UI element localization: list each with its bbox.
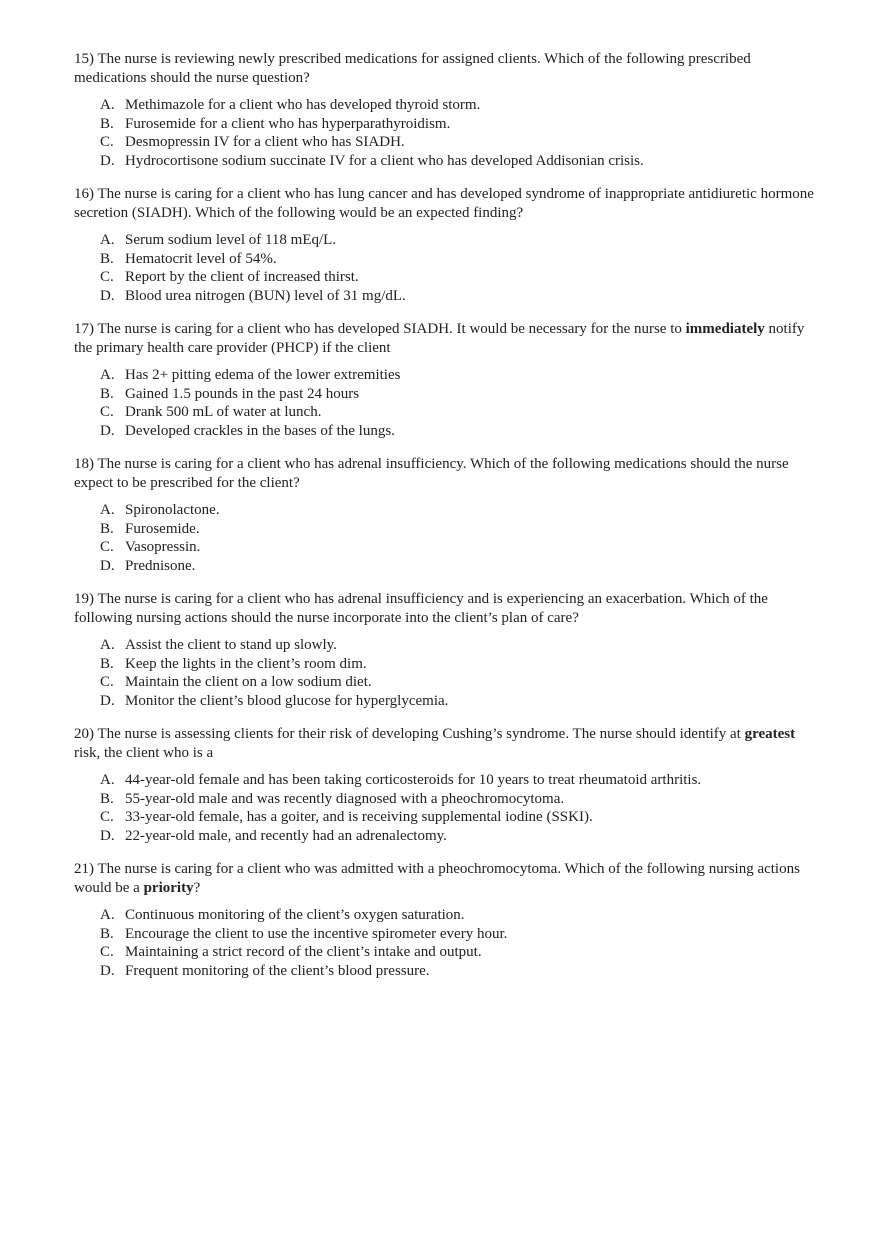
option-letter: D. bbox=[100, 827, 115, 844]
option-text: 33-year-old female, has a goiter, and is receiving supplemental iodine (SSKI). bbox=[125, 809, 593, 825]
option-a bbox=[74, 231, 824, 250]
option-text: Hydrocortisone sodium succinate IV for a client who has developed Addisonian crisis. bbox=[125, 152, 644, 169]
option-c bbox=[74, 268, 824, 287]
option-letter: B. bbox=[100, 250, 114, 267]
question-stem: 18) The nurse is caring for a client who has adrenal insufficiency. Which of the following medications should the nurse expect to be prescribed for the client? bbox=[74, 456, 789, 491]
answer-options bbox=[74, 501, 824, 575]
option-b bbox=[74, 790, 824, 809]
option-d bbox=[74, 152, 824, 171]
option-b bbox=[74, 115, 824, 134]
option-text: Drank 500 mL of water at lunch. bbox=[125, 404, 322, 420]
option-text: Report by the client of increased thirst. bbox=[125, 269, 359, 285]
question-stem: 15) The nurse is reviewing newly prescribed medications for assigned clients. Which of the following prescribed medications should the nurse question? bbox=[74, 51, 751, 86]
option-a bbox=[74, 96, 824, 115]
option-c bbox=[74, 403, 824, 422]
option-d bbox=[74, 692, 824, 711]
option-text: Furosemide. bbox=[125, 520, 200, 537]
answer-options bbox=[74, 906, 824, 980]
option-text: Frequent monitoring of the client’s blood pressure. bbox=[125, 962, 430, 979]
option-c bbox=[74, 808, 824, 827]
option-a bbox=[74, 771, 824, 790]
option-letter: B. bbox=[100, 925, 114, 942]
option-letter: B. bbox=[100, 520, 114, 537]
option-text: Maintain the client on a low sodium diet. bbox=[125, 674, 372, 690]
option-text: Desmopressin IV for a client who has SIADH. bbox=[125, 134, 405, 150]
option-text: Has 2+ pitting edema of the lower extremities bbox=[125, 367, 401, 383]
option-letter: D. bbox=[100, 962, 115, 979]
option-text: Keep the lights in the client’s room dim. bbox=[125, 655, 367, 672]
option-letter: C. bbox=[100, 809, 114, 825]
option-letter: D. bbox=[100, 557, 115, 574]
option-text: Methimazole for a client who has developed thyroid storm. bbox=[125, 97, 481, 113]
option-letter: C. bbox=[100, 539, 114, 555]
option-letter: A. bbox=[100, 907, 115, 923]
option-letter: A. bbox=[100, 502, 115, 518]
answer-options bbox=[74, 231, 824, 305]
option-a bbox=[74, 906, 824, 925]
option-c bbox=[74, 673, 824, 692]
option-d bbox=[74, 962, 824, 981]
option-b bbox=[74, 655, 824, 674]
option-text: Hematocrit level of 54%. bbox=[125, 250, 277, 267]
answer-options bbox=[74, 366, 824, 440]
option-c bbox=[74, 133, 824, 152]
option-text: Spironolactone. bbox=[125, 502, 220, 518]
option-letter: B. bbox=[100, 115, 114, 132]
option-c bbox=[74, 943, 824, 962]
option-letter: A. bbox=[100, 232, 115, 248]
option-text: Blood urea nitrogen (BUN) level of 31 mg/dL. bbox=[125, 287, 406, 304]
option-text: Encourage the client to use the incentive spirometer every hour. bbox=[125, 925, 508, 942]
option-a bbox=[74, 636, 824, 655]
option-b bbox=[74, 385, 824, 404]
option-text: Maintaining a strict record of the client’s intake and output. bbox=[125, 944, 482, 960]
question-stem: 20) The nurse is assessing clients for their risk of developing Cushing’s syndrome. The nurse should identify at greatest risk, the client who is a bbox=[74, 726, 796, 761]
question-stem: 21) The nurse is caring for a client who was admitted with a pheochromocytoma. Which of the following nursing actions would be a priority? bbox=[74, 861, 800, 896]
option-letter: B. bbox=[100, 385, 114, 402]
option-a bbox=[74, 366, 824, 385]
option-letter: A. bbox=[100, 772, 115, 788]
question-stem: 16) The nurse is caring for a client who has lung cancer and has developed syndrome of inappropriate antidiuretic hormone secretion (SIADH). Which of the following would be an expected finding? bbox=[74, 186, 814, 221]
option-text: Assist the client to stand up slowly. bbox=[125, 637, 337, 653]
question-20 bbox=[74, 725, 824, 845]
option-letter: C. bbox=[100, 944, 114, 960]
question-16 bbox=[74, 185, 824, 305]
option-b bbox=[74, 520, 824, 539]
option-text: Vasopressin. bbox=[125, 539, 201, 555]
option-b bbox=[74, 250, 824, 269]
option-letter: C. bbox=[100, 134, 114, 150]
option-letter: A. bbox=[100, 367, 115, 383]
option-text: Gained 1.5 pounds in the past 24 hours bbox=[125, 385, 360, 402]
option-letter: D. bbox=[100, 422, 115, 439]
option-text: 22-year-old male, and recently had an adrenalectomy. bbox=[125, 827, 447, 844]
option-letter: B. bbox=[100, 655, 114, 672]
option-letter: B. bbox=[100, 790, 114, 807]
option-letter: D. bbox=[100, 152, 115, 169]
option-text: Developed crackles in the bases of the lungs. bbox=[125, 422, 395, 439]
document-page bbox=[74, 50, 824, 995]
emphasis: immediately bbox=[685, 321, 765, 337]
answer-options bbox=[74, 636, 824, 710]
emphasis: greatest bbox=[744, 726, 796, 742]
option-d bbox=[74, 827, 824, 846]
question-stem: 19) The nurse is caring for a client who has adrenal insufficiency and is experiencing an exacerbation. Which of the following nursing actions should the nurse incorporate into the client’s plan of care? bbox=[74, 591, 768, 626]
question-17 bbox=[74, 320, 824, 440]
option-text: 55-year-old male and was recently diagnosed with a pheochromocytoma. bbox=[125, 790, 565, 807]
option-b bbox=[74, 925, 824, 944]
option-d bbox=[74, 422, 824, 441]
question-21 bbox=[74, 860, 824, 980]
option-text: Continuous monitoring of the client’s oxygen saturation. bbox=[125, 907, 465, 923]
answer-options bbox=[74, 771, 824, 845]
question-stem: 17) The nurse is caring for a client who has developed SIADH. It would be necessary for the nurse to immediately notify the primary health care provider (PHCP) if the client bbox=[74, 321, 805, 356]
answer-options bbox=[74, 96, 824, 170]
question-19 bbox=[74, 590, 824, 710]
option-letter: C. bbox=[100, 674, 114, 690]
option-text: Prednisone. bbox=[125, 557, 196, 574]
option-text: Furosemide for a client who has hyperparathyroidism. bbox=[125, 115, 451, 132]
option-a bbox=[74, 501, 824, 520]
option-letter: A. bbox=[100, 637, 115, 653]
option-letter: C. bbox=[100, 404, 114, 420]
option-text: Monitor the client’s blood glucose for hyperglycemia. bbox=[125, 692, 449, 709]
option-text: 44-year-old female and has been taking corticosteroids for 10 years to treat rheumatoid arthritis. bbox=[125, 772, 702, 788]
question-18 bbox=[74, 455, 824, 575]
option-letter: A. bbox=[100, 97, 115, 113]
option-letter: C. bbox=[100, 269, 114, 285]
option-c bbox=[74, 538, 824, 557]
option-d bbox=[74, 557, 824, 576]
option-text: Serum sodium level of 118 mEq/L. bbox=[125, 232, 337, 248]
option-letter: D. bbox=[100, 287, 115, 304]
emphasis: priority bbox=[143, 880, 194, 896]
option-letter: D. bbox=[100, 692, 115, 709]
question-15 bbox=[74, 50, 824, 170]
option-d bbox=[74, 287, 824, 306]
